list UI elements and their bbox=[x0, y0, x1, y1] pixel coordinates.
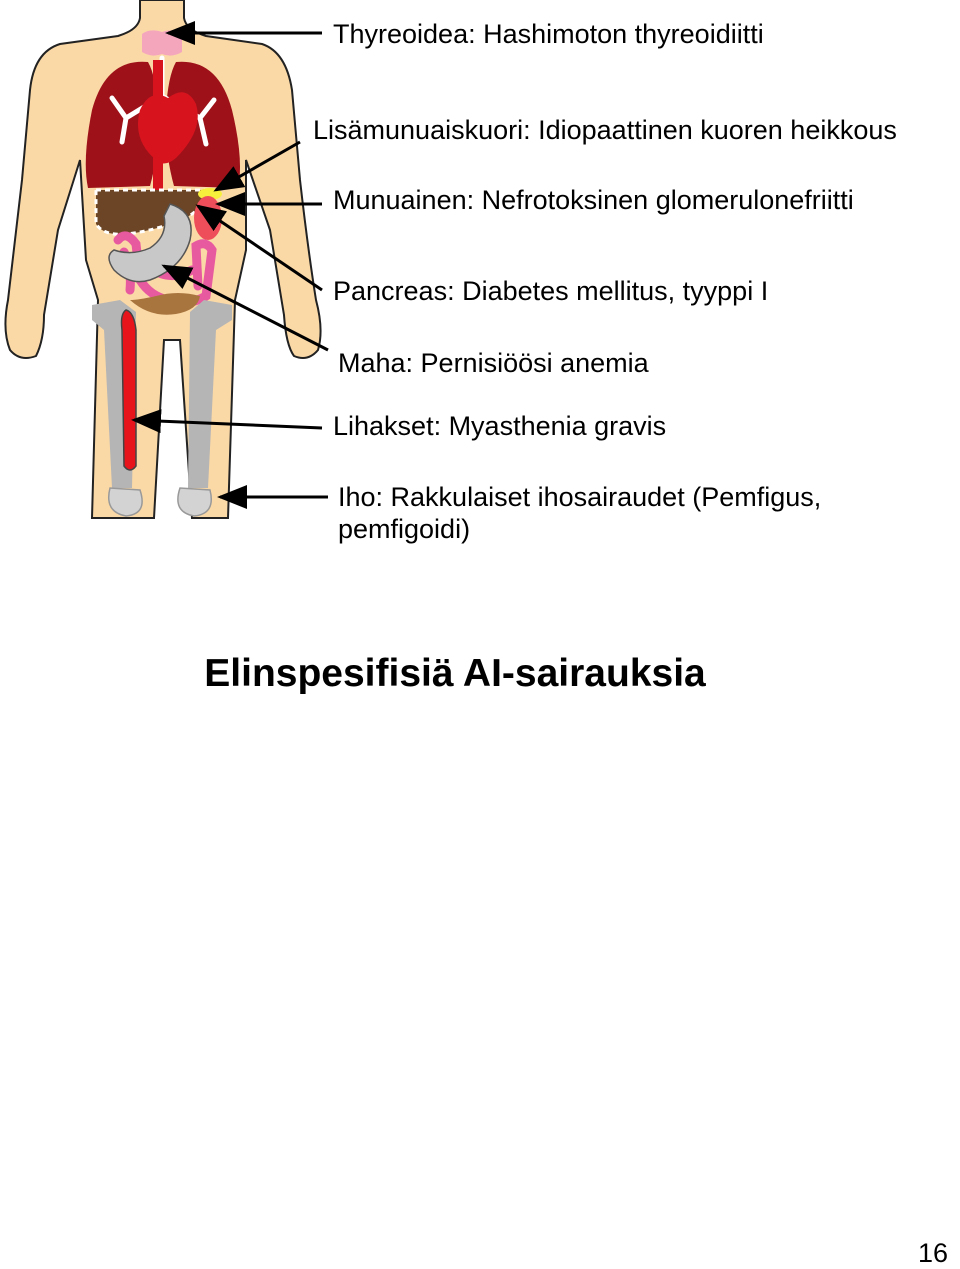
muscle bbox=[122, 310, 137, 470]
label-pancreas: Pancreas: Diabetes mellitus, tyyppi I bbox=[333, 276, 769, 306]
slide-title: Elinspesifisiä AI-sairauksia bbox=[204, 652, 706, 695]
label-kidney: Munuainen: Nefrotoksinen glomerulonefriitti bbox=[333, 185, 854, 215]
page-number: 16 bbox=[917, 1238, 948, 1268]
label-thyroid: Thyreoidea: Hashimoton thyreoidiitti bbox=[333, 19, 764, 49]
label-muscles: Lihakset: Myasthenia gravis bbox=[333, 411, 667, 441]
label-skin: Iho: Rakkulaiset ihosairaudet (Pemfigus, pemfigoidi) bbox=[338, 482, 822, 544]
aorta bbox=[153, 60, 163, 190]
label-stomach: Maha: Pernisiöösi anemia bbox=[338, 348, 649, 378]
label-adrenal-cortex: Lisämunuaiskuori: Idiopaattinen kuoren heikkous bbox=[313, 115, 897, 145]
knee-left bbox=[178, 488, 211, 516]
